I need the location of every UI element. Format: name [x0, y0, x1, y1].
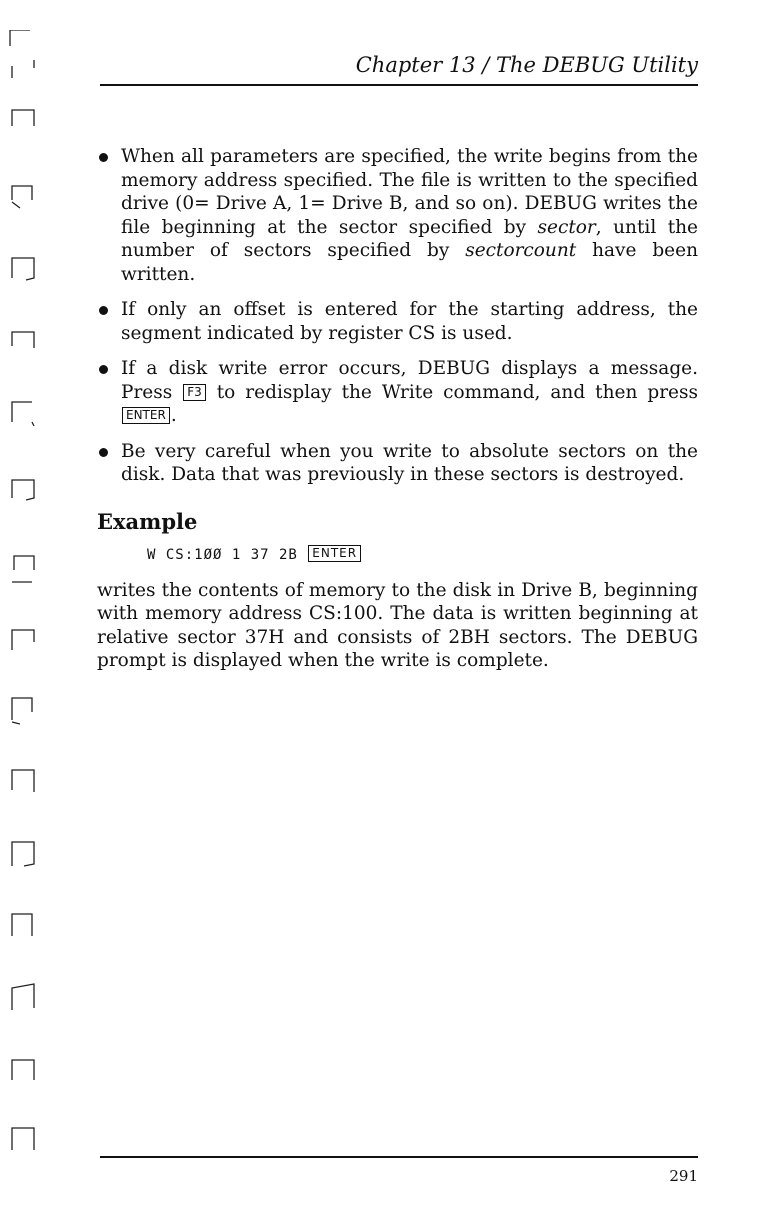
bullet-dot-icon [99, 365, 108, 374]
bullet-item [97, 145, 698, 286]
example-heading: Example [97, 508, 198, 534]
footer-rule [100, 1156, 698, 1158]
page-body [97, 145, 698, 673]
bullet-dot-icon [99, 153, 108, 162]
example-description: writes the contents of memory to the disk in Drive B, beginning with memory address CS:100. The data is written beginning at relative sector 37H and consists of 2BH sectors. The DEBUG prompt is displayed when the write is complete. [97, 579, 698, 671]
header-rule [100, 84, 698, 86]
bullet-text: If a disk write error occurs, DEBUG displays a message. Press F3 to redisplay the Write command, and then press ENTER . [121, 358, 698, 426]
bullet-item [97, 357, 698, 428]
enter-key-icon: ENTER [308, 545, 361, 562]
bullet-text: When all parameters are specified, the write begins from the memory address specified. The file is written to the specified drive (0= Drive A, 1= Drive B, and so on). DEBUG writes the file beginning at the sector specified by sector, until the number of sectors specified by sectorcount have been written. [121, 146, 699, 285]
example-command-text: W CS:1ØØ 1 37 2B [147, 546, 298, 563]
f3-key-icon: F3 [183, 384, 206, 401]
bullet-text: Be very careful when you write to absolute sectors on the disk. Data that was previously in these sectors is destroyed. [121, 440, 698, 485]
notes-bullet-list [97, 145, 698, 487]
bullet-item [97, 440, 698, 487]
page-number: 291 [669, 1167, 698, 1185]
example-command [147, 545, 698, 565]
bullet-dot-icon [99, 448, 108, 457]
bullet-text: If only an offset is entered for the starting address, the segment indicated by register CS is used. [121, 299, 698, 344]
bullet-dot-icon [99, 306, 108, 315]
binding-hole-marks [6, 30, 46, 1170]
enter-key-icon: ENTER [122, 407, 170, 424]
running-header: Chapter 13 / The DEBUG Utility [355, 53, 698, 77]
bullet-item [97, 298, 698, 345]
